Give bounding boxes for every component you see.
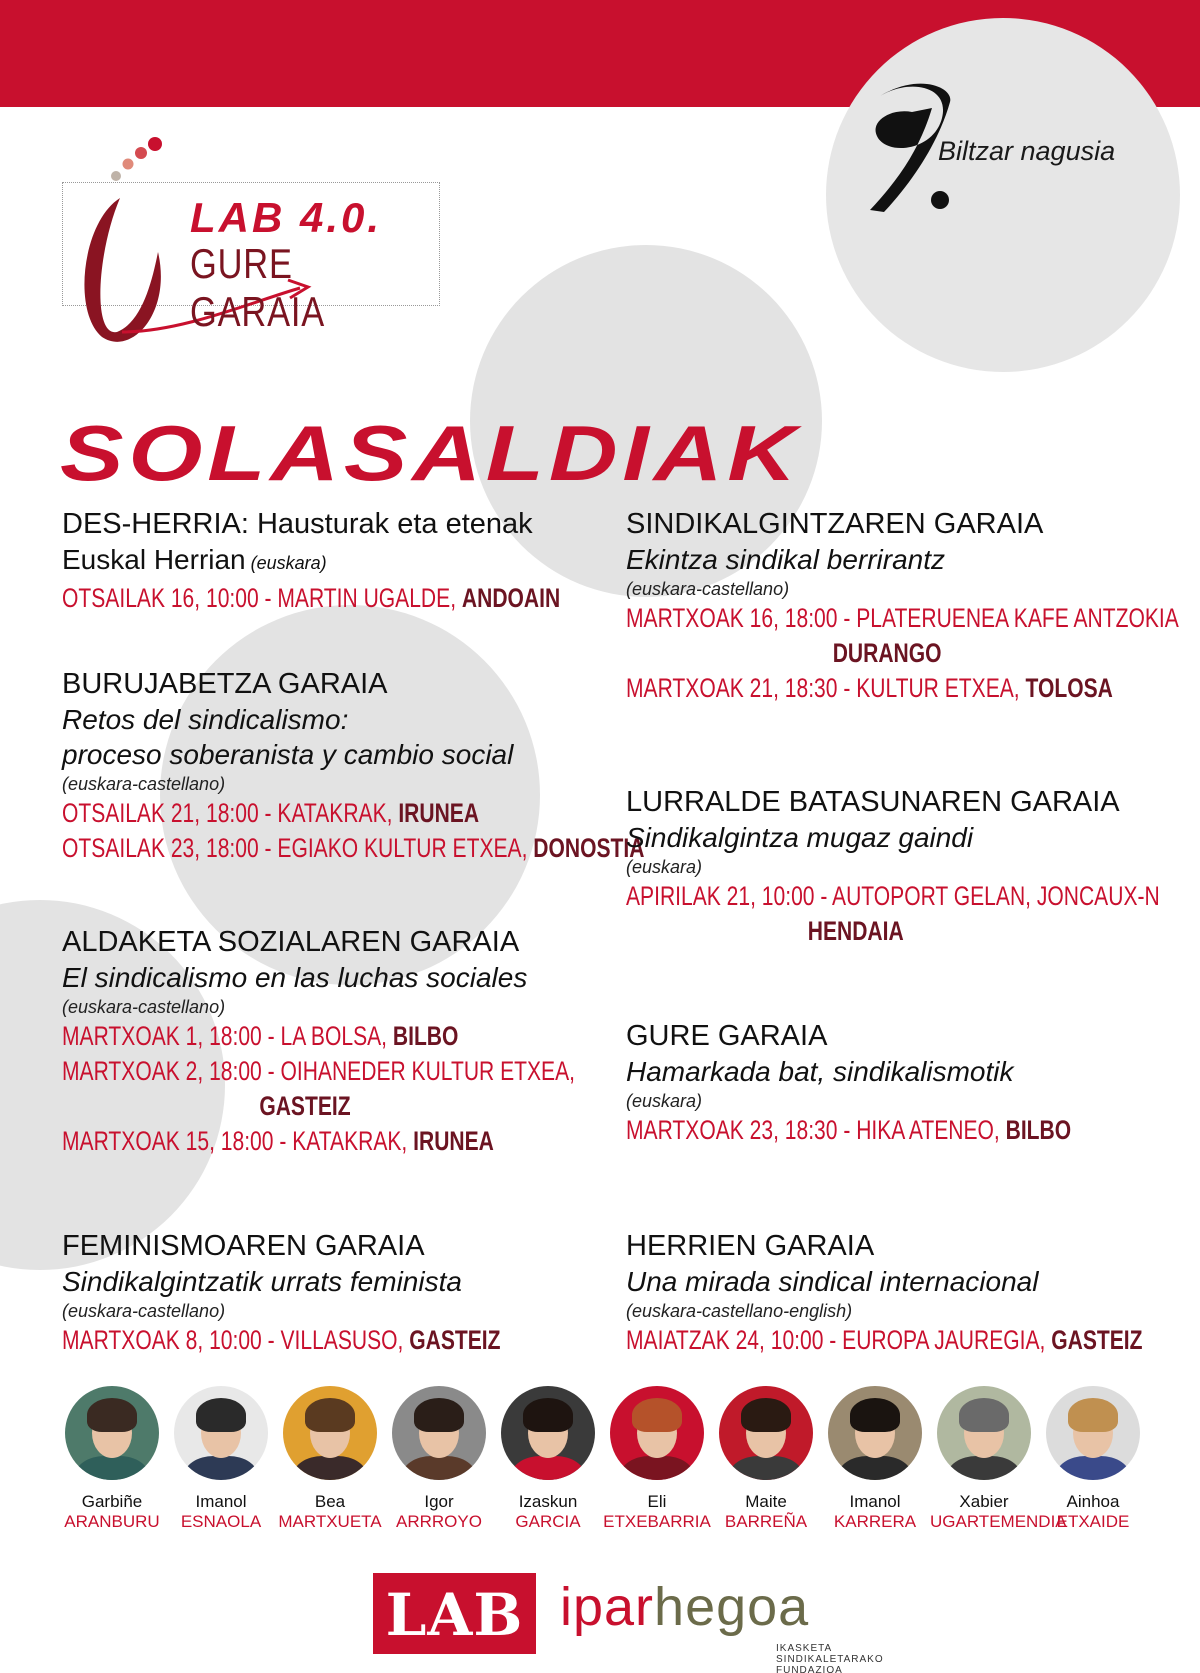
speaker-first-name: Imanol — [195, 1492, 247, 1511]
event-city: IRUNEA — [398, 798, 480, 828]
speaker-avatar — [501, 1386, 595, 1480]
session-subtitle: Sindikalgintzatik urrats feminista — [62, 1266, 462, 1297]
speaker-first-name: Eli — [647, 1492, 667, 1511]
event-city: TOLOSA — [1025, 673, 1113, 703]
speaker-card — [385, 1386, 493, 1532]
session-title: SINDIKALGINTZAREN GARAIA — [626, 508, 1044, 540]
event-city: BILBO — [392, 1021, 459, 1051]
iparhegoa-subtitle-line: FUNDAZIOA — [776, 1665, 843, 1673]
event-date-venue: MAIATZAK 24, 10:00 - EUROPA JAUREGIA, — [626, 1325, 1052, 1355]
speaker-card — [58, 1386, 166, 1532]
event-row — [626, 1113, 1072, 1148]
speaker-avatar — [610, 1386, 704, 1480]
event-row — [626, 879, 1160, 914]
session-title: FEMINISMOAREN GARAIA — [62, 1230, 425, 1262]
iparhegoa-logo-ipar: ipar — [560, 1577, 655, 1637]
event-row — [626, 671, 1113, 706]
speaker-first-name: Igor — [424, 1492, 454, 1511]
speaker-first-name: Garbiñe — [81, 1492, 143, 1511]
session-language: (euskara) — [245, 553, 327, 573]
iparhegoa-subtitle — [776, 1643, 884, 1673]
session-subtitle-text: Euskal Herrian — [62, 544, 246, 575]
speaker-avatar — [283, 1386, 377, 1480]
speaker-avatar — [65, 1386, 159, 1480]
session-language: (euskara-castellano) — [62, 997, 226, 1017]
event-date-venue: MARTXOAK 2, 18:00 - OIHANEDER KULTUR ETXEA, — [62, 1056, 575, 1086]
speaker-first-name: Xabier — [959, 1492, 1009, 1511]
speakers-row — [58, 1386, 1148, 1536]
badge-label: Biltzar nagusia — [938, 136, 1116, 166]
lab-logo — [373, 1573, 536, 1654]
session-feminismoa — [62, 1228, 622, 1358]
session-des-herria — [62, 506, 622, 616]
speaker-card — [494, 1386, 602, 1532]
event-date-venue: MARTXOAK 21, 18:30 - KULTUR ETXEA, — [626, 673, 1026, 703]
speaker-card — [930, 1386, 1067, 1532]
speaker-last-name: MARTXUETA — [278, 1512, 382, 1531]
event-row — [62, 1054, 575, 1089]
logo-subtitle: GURE GARAIA — [190, 240, 326, 335]
speaker-card — [821, 1386, 929, 1532]
event-date-venue: MARTXOAK 15, 18:00 - KATAKRAK, — [62, 1126, 414, 1156]
speaker-card — [1039, 1386, 1147, 1532]
session-title: ALDAKETA SOZIALAREN GARAIA — [62, 926, 520, 958]
session-subtitle — [62, 542, 622, 581]
speaker-avatar — [828, 1386, 922, 1480]
event-row — [62, 796, 499, 831]
speaker-last-name: ARRROYO — [396, 1512, 482, 1531]
session-language: (euskara) — [626, 1091, 703, 1111]
event-city: GASTEIZ — [409, 1325, 501, 1355]
session-language: (euskara-castellano-english) — [626, 1301, 853, 1321]
speaker-card — [603, 1386, 711, 1532]
session-subtitle: Hamarkada bat, sindikalismotik — [626, 1056, 1014, 1087]
session-sindikalgintza — [626, 506, 1186, 706]
lab-logo-text: LAB — [385, 1581, 524, 1649]
session-subtitle: Una mirada sindical internacional — [626, 1266, 1039, 1297]
session-herrien-garaia — [626, 1228, 1186, 1358]
event-date-venue: OTSAILAK 21, 18:00 - KATAKRAK, — [62, 798, 399, 828]
lab-40-logo — [62, 132, 442, 372]
event-city: DURANGO — [832, 638, 942, 668]
event-city: DONOSTIA — [533, 833, 645, 863]
logo-title: LAB 4.0. — [190, 194, 383, 241]
event-row — [626, 1323, 1143, 1358]
session-language: (euskara) — [626, 857, 703, 877]
event-date-venue: OTSAILAK 23, 18:00 - EGIAKO KULTUR ETXEA, — [62, 833, 534, 863]
speaker-avatar — [937, 1386, 1031, 1480]
event-city: IRUNEA — [413, 1126, 494, 1156]
speaker-avatar — [392, 1386, 486, 1480]
session-title: GURE GARAIA — [626, 1020, 828, 1052]
session-gure-garaia — [626, 1018, 1186, 1148]
speaker-last-name: KARRERA — [833, 1512, 917, 1531]
session-lurralde-batasuna — [626, 784, 1186, 949]
speaker-card — [167, 1386, 275, 1532]
speaker-first-name: Izaskun — [518, 1492, 578, 1511]
event-city: ANDOAIN — [461, 583, 561, 613]
speaker-last-name: ETXEBARRIA — [603, 1512, 711, 1531]
speaker-avatar — [174, 1386, 268, 1480]
session-burujabetza — [62, 666, 645, 866]
speaker-card — [276, 1386, 384, 1532]
event-city: GASTEIZ — [259, 1091, 351, 1121]
session-title: HERRIEN GARAIA — [626, 1230, 875, 1262]
speaker-card — [712, 1386, 820, 1532]
event-city: BILBO — [1005, 1115, 1072, 1145]
event-row — [626, 601, 1179, 636]
event-city: HENDAIA — [807, 916, 904, 946]
speaker-last-name: UGARTEMENDIA — [930, 1512, 1067, 1531]
speaker-last-name: ARANBURU — [64, 1512, 160, 1531]
event-date-venue: MARTXOAK 16, 18:00 - PLATERUENEA KAFE ANTZOKIA — [626, 603, 1179, 633]
session-subtitle: Ekintza sindikal berrirantz — [626, 544, 946, 575]
iparhegoa-logo-hegoa: hegoa — [654, 1577, 810, 1637]
speaker-last-name: ESNAOLA — [180, 1512, 262, 1531]
session-title: BURUJABETZA GARAIA — [62, 668, 388, 700]
event-row — [62, 831, 645, 866]
session-subtitle-line: Retos del sindicalismo: — [62, 704, 349, 735]
event-date-venue: MARTXOAK 8, 10:00 - VILLASUSO, — [62, 1325, 410, 1355]
speaker-avatar — [719, 1386, 813, 1480]
session-aldaketa-soziala — [62, 924, 622, 1159]
event-date-venue: APIRILAK 21, 10:00 - AUTOPORT GELAN, JONCAUX-N — [626, 881, 1160, 911]
iparhegoa-subtitle-line: SINDIKALETARAKO — [776, 1654, 884, 1665]
session-subtitle: Sindikalgintza mugaz gaindi — [626, 822, 974, 853]
speaker-first-name: Maite — [745, 1492, 787, 1511]
event-row — [62, 1323, 499, 1358]
iparhegoa-subtitle-line: IKASKETA — [776, 1643, 833, 1654]
speaker-last-name: BARREÑA — [724, 1512, 808, 1531]
event-date-venue: OTSAILAK 16, 10:00 - MARTIN UGALDE, — [62, 583, 462, 613]
event-date-venue: MARTXOAK 1, 18:00 - LA BOLSA, — [62, 1021, 393, 1051]
event-row — [62, 581, 561, 616]
session-subtitle: El sindicalismo en las luchas sociales — [62, 962, 528, 993]
event-row — [62, 1124, 499, 1159]
session-subtitle-line: proceso soberanista y cambio social — [62, 739, 514, 770]
speaker-first-name: Bea — [314, 1492, 346, 1511]
speaker-avatar — [1046, 1386, 1140, 1480]
session-title: LURRALDE BATASUNAREN GARAIA — [626, 786, 1120, 818]
session-title-rest: Hausturak eta etenak — [248, 508, 533, 540]
speaker-last-name: ETXAIDE — [1056, 1512, 1130, 1531]
speaker-last-name: GARCIA — [515, 1512, 581, 1531]
page-heading: SOLASALDIAK — [60, 409, 801, 497]
speaker-first-name: Ainhoa — [1066, 1492, 1120, 1511]
session-language: (euskara-castellano) — [626, 579, 790, 599]
session-title — [62, 506, 622, 542]
session-title-bold: DES-HERRIA: — [62, 508, 249, 540]
speaker-first-name: Imanol — [849, 1492, 901, 1511]
event-city: GASTEIZ — [1051, 1325, 1143, 1355]
session-language: (euskara-castellano) — [62, 774, 226, 794]
iparhegoa-logo — [560, 1576, 809, 1638]
event-row — [62, 1019, 499, 1054]
event-date-venue: MARTXOAK 23, 18:30 - HIKA ATENEO, — [626, 1115, 1006, 1145]
session-language: (euskara-castellano) — [62, 1301, 226, 1321]
